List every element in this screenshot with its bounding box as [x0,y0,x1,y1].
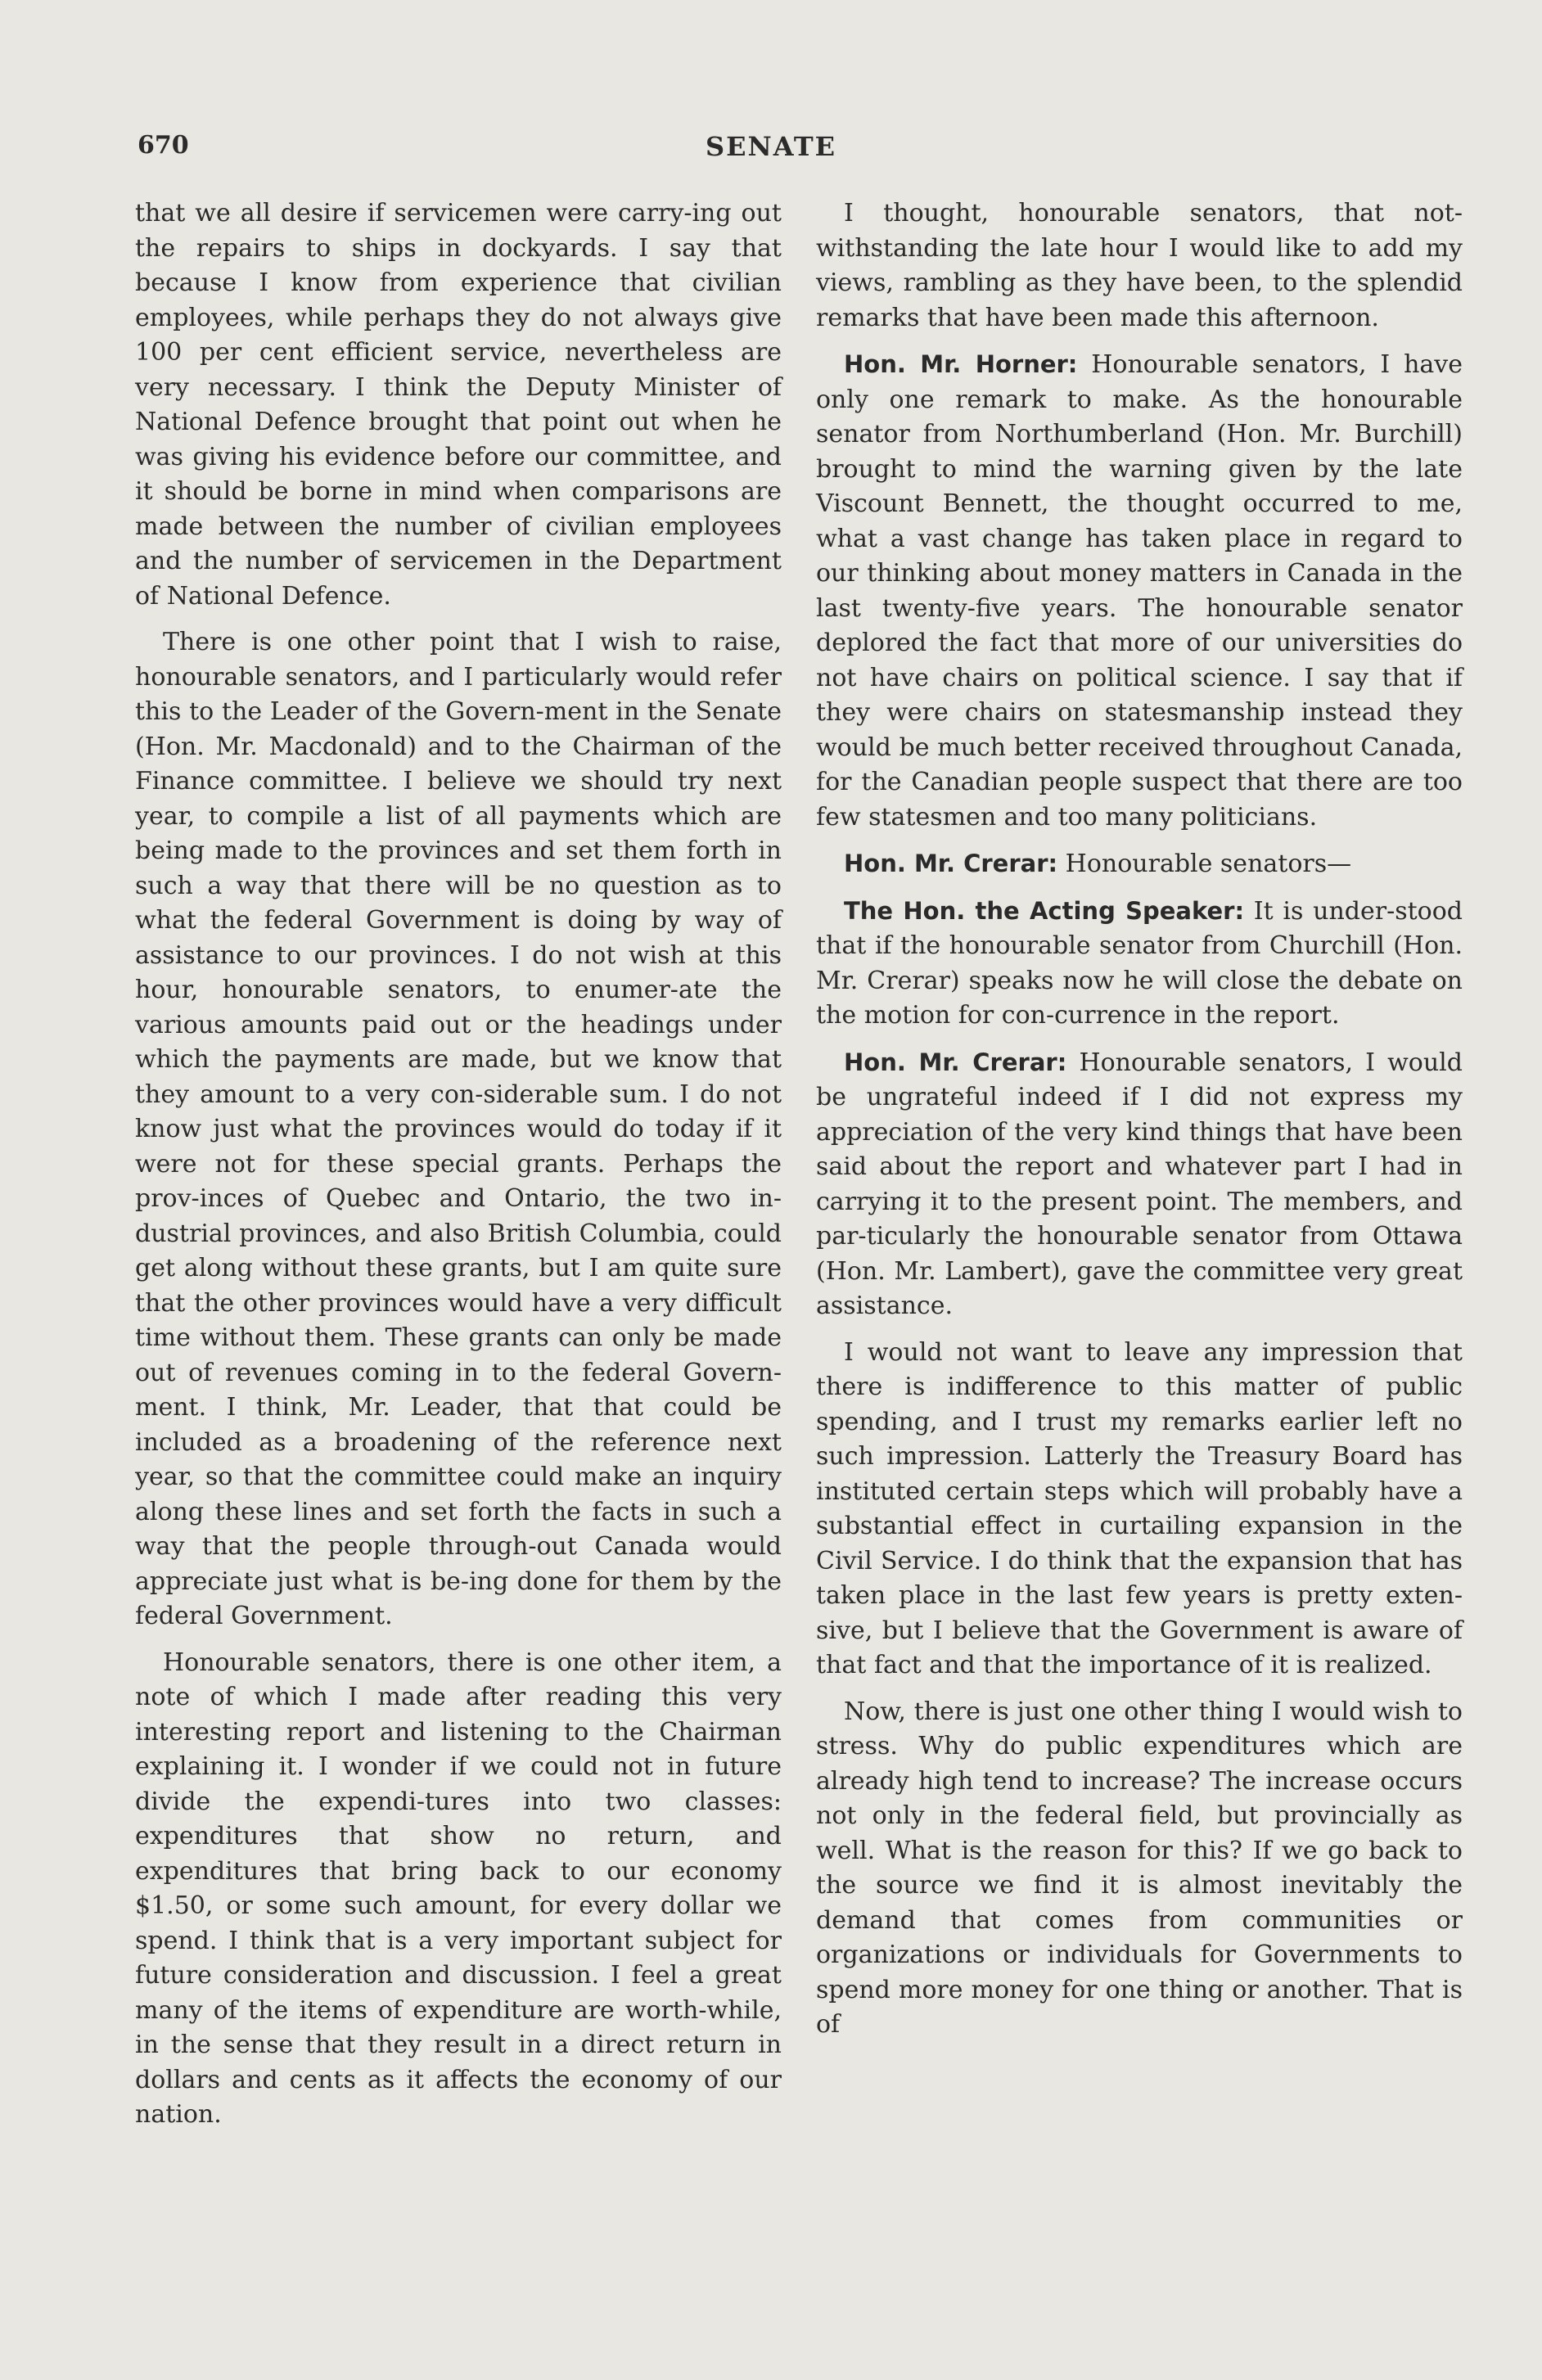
page-title: SENATE [705,131,837,162]
speech-text: Honourable senators, I would be ungrateful indeed if I did not express my appreciation of the very kind things that have been said about the report and whatever part I had in carrying it to the present point. The members, and par-ticularly the honourable senator from Ottawa (Hon. Mr. Lambert), gave the committee very great assistance. [816,1048,1463,1320]
left-column [135,196,782,2144]
speaker-label: Hon. Mr. Crerar: [844,1048,1067,1076]
speaker-label: The Hon. the Acting Speaker: [844,896,1245,925]
speech-text: It is under-stood that if the honourable senator from Churchill (Hon. Mr. Crerar) speaks now he will close the debate on the motion for con-currence in the report. [816,896,1463,1030]
left-paragraph-1: that we all desire if servicemen were carry-ing out the repairs to ships in dockyards. I say that because I know from experience that civilian employees, while perhaps they do not always give 100 per cent efficient service, nevertheless are very necessary. I think the Deputy Minister of National Defence brought that point out when he was giving his evidence before our committee, and it should be borne in mind when comparisons are made between the number of civilian employees and the number of servicemen in the Department of National Defence. [135,199,782,611]
page-number: 670 [138,131,189,160]
left-paragraph-3: Honourable senators, there is one other item, a note of which I made after reading this very interesting report and listening to the Chairman explaining it. I wonder if we could not in future divide the expendi-tures into two classes: expenditures that show no return, and expenditures that bring back to our economy $1.50, or some such amount, for every dollar we spend. I think that is a very important subject for future consideration and discussion. I feel a great many of the items of expenditure are worth-while, in the sense that they result in a direct return in dollars and cents as it affects the economy of our nation. [135,1648,782,2129]
right-column [816,196,1463,2054]
left-paragraph-2: There is one other point that I wish to raise, honourable senators, and I particularly would refer this to the Leader of the Govern-ment in the Senate (Hon. Mr. Macdonald) and to the Chairman of the Finance committee. I believe we should try next year, to compile a list of all payments which are being made to the provinces and set them forth in such a way that there will be no question as to what the federal Government is doing by way of assistance to our provinces. I do not wish at this hour, honourable senators, to enumer-ate the various amounts paid out or the headings under which the payments are made, but we know that they amount to a very con-siderable sum. I do not know just what the provinces would do today if it were not for these special grants. Perhaps the prov-inces of Quebec and Ontario, the two in-dustrial provinces, and also British Columbia, could get along without these grants, but I am quite sure that the other provinces would have a very difficult time without them. These grants can only be made out of revenues coming in to the federal Govern-ment. I think, Mr. Leader, that that could be included as a broadening of the reference next year, so that the committee could make an inquiry along these lines and set forth the facts in such a way that the people through-out Canada would appreciate just what is be-ing done for them by the federal Government. [135,628,782,1630]
right-paragraph-4 [816,894,1463,1034]
speech-text: Honourable senators— [1065,850,1352,878]
speaker-label: Hon. Mr. Horner: [844,350,1078,378]
right-paragraph-3 [816,846,1463,882]
right-paragraph-5 [816,1045,1463,1324]
right-paragraph-1: I thought, honourable senators, that not-withstanding the late hour I would like to add my views, rambling as they have been, to the splendid remarks that have been made this afternoon. [816,199,1463,332]
speech-text: Honourable senators, I have only one remark to make. As the honourable senator from Northumberland (Hon. Mr. Burchill) brought to mind the warning given by the late Viscount Bennett, the thought occurred to me, what a vast change has taken place in regard to our thinking about money matters in Canada in the last twenty-five years. The honourable senator deplored the fact that more of our universities do not have chairs on political science. I say that if they were chairs on statesmanship instead they would be much better received throughout Canada, for the Canadian people suspect that there are too few statesmen and too many politicians. [816,350,1463,832]
right-paragraph-2 [816,347,1463,835]
right-paragraph-6: I would not want to leave any impression that there is indifference to this matter of public spending, and I trust my remarks earlier left no such impression. Latterly the Treasury Board has instituted certain steps which will probably have a substantial effect in curtailing expansion in the Civil Service. I do think that the expansion that has taken place in the last few years is pretty exten-sive, but I believe that the Government is aware of that fact and that the importance of it is realized. [816,1337,1463,1679]
right-paragraph-7: Now, there is just one other thing I would wish to stress. Why do public expenditures which are already high tend to increase? The increase occurs not only in the federal field, but provincially as well. What is the reason for this? If we go back to the source we find it is almost inevitably the demand that comes from communities or organizations or individuals for Governments to spend more money for one thing or another. That is of [816,1697,1463,2039]
speaker-label: Hon. Mr. Crerar: [844,850,1058,877]
